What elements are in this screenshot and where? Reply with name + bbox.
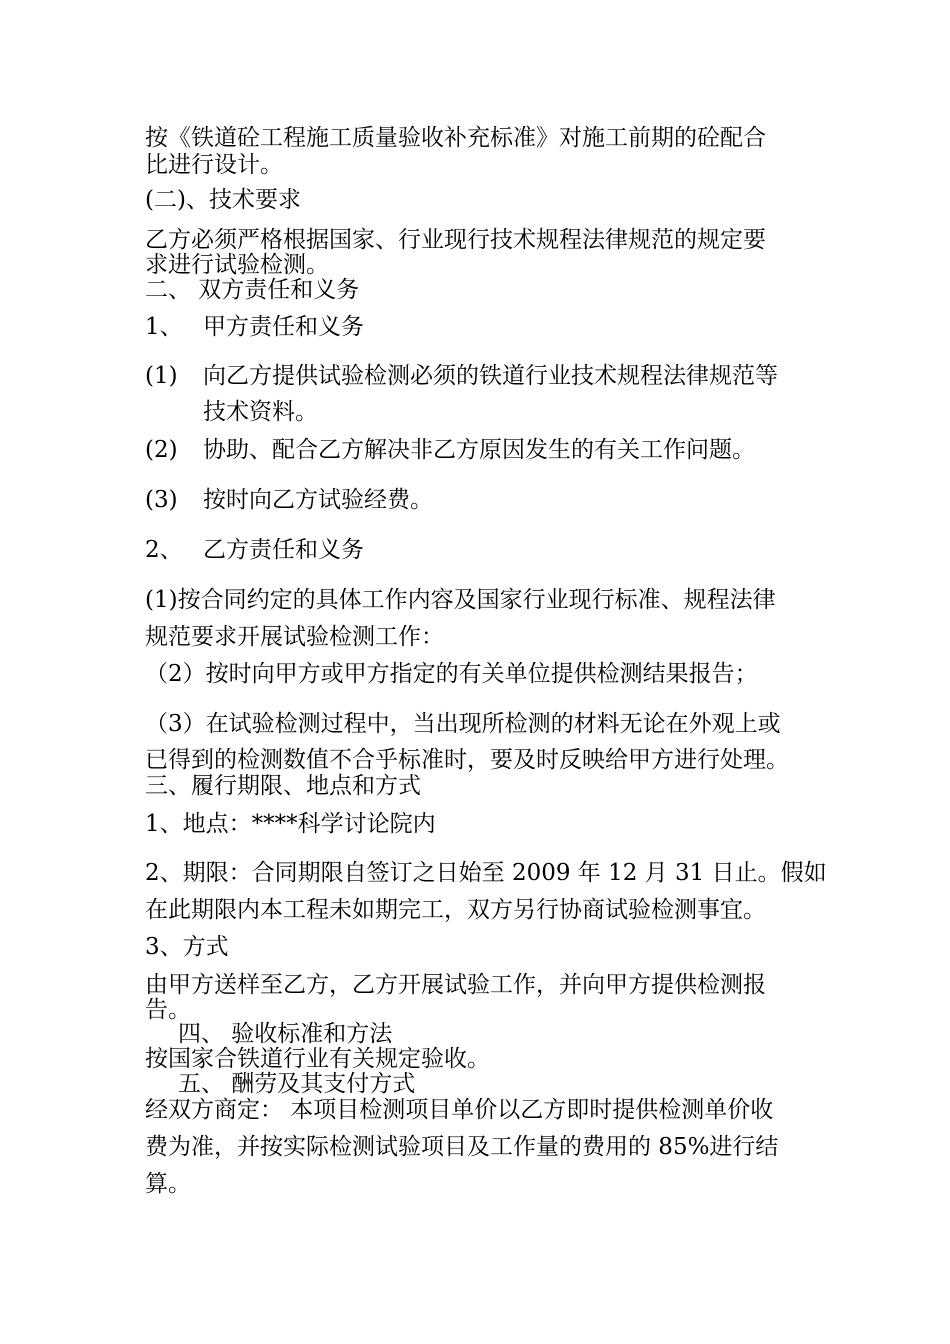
text-line: (1)按合同约定的具体工作内容及国家行业现行标准、规程法律 bbox=[145, 587, 776, 613]
text-line: （3）在试验检测过程中，当出现所检测的材料无论在外观上或 bbox=[145, 711, 781, 737]
text-line: 按国家合铁道行业有关规定验收。 bbox=[145, 1046, 490, 1072]
list-item: 按时向乙方试验经费。 bbox=[203, 487, 433, 513]
text-line: 求进行试验检测。 bbox=[145, 252, 329, 278]
text-line: 按《铁道砼工程施工质量验收补充标准》对施工前期的砼配合 bbox=[145, 125, 766, 151]
subsection-heading: 3、方式 bbox=[145, 934, 229, 960]
item-number: (2) bbox=[145, 437, 178, 463]
text-line: 乙方必须严格根据国家、行业现行技术规程法律规范的规定要 bbox=[145, 227, 766, 253]
text-line: （2）按时向甲方或甲方指定的有关单位提供检测结果报告； bbox=[145, 661, 758, 687]
section-heading: 二、 双方责任和义务 bbox=[145, 277, 360, 303]
text-line: 费为准，并按实际检测试验项目及工作量的费用的 85%进行结 bbox=[145, 1134, 779, 1160]
text-line: 由甲方送样至乙方，乙方开展试验工作，并向甲方提供检测报 bbox=[145, 972, 766, 998]
section-heading: 三、履行期限、地点和方式 bbox=[145, 773, 421, 799]
subsection-heading: 甲方责任和义务 bbox=[203, 314, 364, 340]
text-line: 算。 bbox=[145, 1171, 191, 1197]
item-number: (3) bbox=[145, 487, 178, 513]
section-heading: (二)、技术要求 bbox=[145, 187, 301, 213]
text-line: 比进行设计。 bbox=[145, 152, 283, 178]
text-line: 经双方商定： 本项目检测项目单价以乙方即时提供检测单价收 bbox=[145, 1097, 774, 1123]
item-number: (1) bbox=[145, 363, 178, 389]
text-line: 告。 bbox=[145, 997, 191, 1023]
item-number: 1、 bbox=[145, 314, 183, 340]
text-line: 已得到的检测数值不合乎标准时，要及时反映给甲方进行处理。 bbox=[145, 747, 789, 773]
section-heading: 四、 验收标准和方法 bbox=[178, 1021, 393, 1047]
text-line: 在此期限内本工程未如期完工，双方另行协商试验检测事宜。 bbox=[145, 897, 766, 923]
list-item: 向乙方提供试验检测必须的铁道行业技术规程法律规范等 bbox=[203, 363, 778, 389]
text-line: 2、期限：合同期限自签订之日始至 2009 年 12 月 31 日止。假如 bbox=[145, 860, 827, 886]
list-item: 技术资料。 bbox=[203, 399, 318, 425]
item-number: 2、 bbox=[145, 537, 183, 563]
text-line: 规范要求开展试验检测工作： bbox=[145, 624, 444, 650]
section-heading: 五、 酬劳及其支付方式 bbox=[178, 1071, 416, 1097]
list-item: 协助、配合乙方解决非乙方原因发生的有关工作问题。 bbox=[203, 437, 755, 463]
subsection-heading: 乙方责任和义务 bbox=[203, 537, 364, 563]
text-line: 1、地点：****科学讨论院内 bbox=[145, 811, 436, 837]
